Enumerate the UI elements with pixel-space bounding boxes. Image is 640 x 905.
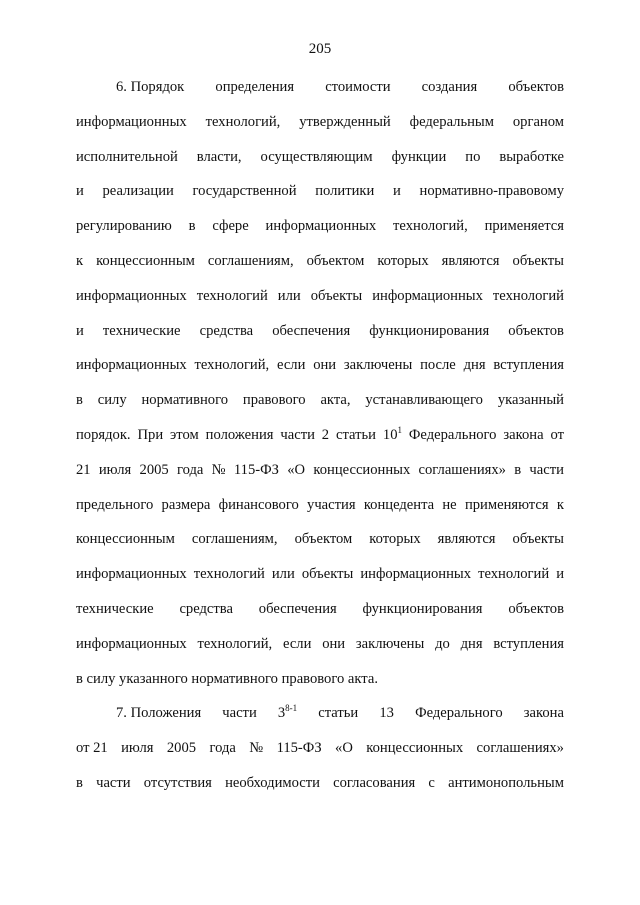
text-line [76,592,564,627]
word: органом [512,113,564,130]
word: части [96,774,131,791]
word: закона [523,705,564,722]
word: информационных [76,113,187,130]
word: до [435,635,450,652]
word: № [211,461,226,478]
word: нормативного [141,392,229,409]
word: $10^1$ [382,424,402,443]
word: объектом [306,252,365,269]
word: вступления [493,357,564,374]
page-number: 205 [308,41,332,57]
word: объекты [512,531,564,548]
word: не [442,496,457,513]
word: создания [421,79,478,95]
word: концедента [363,496,435,513]
word: к [76,252,84,269]
text-line [76,766,564,801]
word: соглашениях» [476,740,564,757]
word: июля [98,461,132,478]
word: объектом [294,531,353,548]
word: необходимости [225,774,320,791]
word: заключены [343,357,413,374]
word: нормативно-правовому [419,183,564,200]
word: информационных [76,566,187,583]
word: года [176,461,204,478]
word: части [222,705,257,722]
word: регулированию [76,218,172,235]
word: объектов [508,322,564,339]
word: технические [102,322,181,339]
word: года [209,740,236,757]
word: в силу указанного нормативного правового акта. [76,670,378,687]
word: которых [369,531,421,548]
word: объектов [508,79,564,95]
word: обеспечения [272,322,351,339]
text-line [76,662,564,697]
word: этом [170,426,199,443]
word: в [76,392,83,409]
text-line [76,209,564,244]
word: заключены [355,635,425,652]
word: устанавливающего [365,392,483,409]
word: части [529,461,564,478]
word: акта, [320,392,351,409]
word: 13 [379,705,394,722]
word: они [322,635,346,652]
text-line [76,383,564,418]
word: обеспечения [258,600,337,617]
word: определения [215,79,295,95]
word: дня [460,635,483,652]
word: в [188,218,196,235]
word: технологий [478,566,550,583]
word: объекты [512,252,564,269]
word: информационных [76,635,187,652]
text-line [76,70,564,105]
word: технологий, [393,218,468,235]
paragraph-item-6 [76,70,564,696]
word: функции [391,148,447,165]
word: информационных [76,357,187,374]
word: федеральным [409,113,494,130]
word: «О [287,461,306,478]
word: статьи [336,426,376,443]
word: от [550,426,564,443]
paragraph-item-7 [76,696,564,800]
word: средства [199,322,254,339]
text-line [76,174,564,209]
word: объекты [310,287,363,304]
word: объекты [301,566,354,583]
word: технические [76,600,154,617]
word: 21 [76,461,91,478]
word: осуществляющим [260,148,373,165]
word: размера [161,496,211,513]
text-line [76,105,564,140]
word: технологий [196,287,268,304]
word: концессионных [366,740,464,757]
word: концессионных [313,461,411,478]
text-line [76,279,564,314]
word: технологий, [197,635,273,652]
word: технологий, [194,357,270,374]
word: согласования [333,774,416,791]
word: применяются [464,496,549,513]
word: соглашениях» [418,461,506,478]
word: являются [441,252,500,269]
text-line [76,418,564,453]
word: или [271,566,295,583]
document-body [76,70,564,801]
text-line [76,696,564,731]
word: технологий [193,566,265,583]
word: информационных [76,287,187,304]
word: они [313,357,337,374]
word: или [277,287,301,304]
superscript: 8-1 [285,703,298,714]
word: от 21 [76,740,108,757]
word: концессионным [76,531,175,548]
word: Федерального [408,426,497,443]
word: финансового [218,496,299,513]
text-line [76,731,564,766]
word: 115-ФЗ [233,461,279,478]
word: информационных [360,566,472,583]
word: отсутствия [143,774,212,791]
word: утвержденный [299,113,391,130]
word: которых [377,252,429,269]
word: дня [463,357,486,374]
word: и [76,183,84,200]
text-line [76,627,564,662]
word: закона [503,426,544,443]
word: политики [315,183,375,200]
text-line [76,488,564,523]
word: указанный [497,392,564,409]
word: участия [307,496,356,513]
word: 3$^{8-1}$ [277,703,298,722]
word: «О [335,740,353,757]
word: с [428,774,435,791]
word: выработке [499,148,564,165]
word: функционирования [362,600,483,617]
word: в [76,774,83,791]
word: являются [437,531,496,548]
word: июля [121,740,154,757]
word: части [280,426,315,443]
word: Федерального [415,705,503,722]
word: силу [97,392,127,409]
text-line [76,522,564,557]
word: средства [179,600,233,617]
word: после [420,357,456,374]
text-line [76,140,564,175]
word: соглашениям, [191,531,278,548]
word: исполнительной [76,148,178,165]
word: положения [205,426,274,443]
word: 6. Порядок [116,79,185,95]
word: 115-ФЗ [276,740,322,757]
word: власти, [196,148,242,165]
word: 2 [321,426,330,443]
word: сфере [212,218,249,235]
word: технологий [492,287,564,304]
superscript: 1 [397,424,402,435]
word: в [514,461,522,478]
word: правового [242,392,306,409]
text-line [76,557,564,592]
word: если [282,635,312,652]
word: порядок. [76,426,131,443]
word: и [556,566,564,583]
word: реализации [102,183,174,200]
word: объектов [508,600,564,617]
word: статьи [318,705,359,722]
word: применяется [484,218,564,235]
word: соглашениям, [207,252,294,269]
text-line [76,314,564,349]
word: государственной [192,183,297,200]
word: № [249,740,264,757]
text-line [76,244,564,279]
word: 2005 [139,461,169,478]
word: концессионным [96,252,195,269]
word: по [465,148,481,165]
word: технологий, [205,113,281,130]
word: функционирования [369,322,490,339]
word: информационных [372,287,483,304]
text-line [76,453,564,488]
word: 2005 [166,740,197,757]
text-line [76,348,564,383]
word: стоимости [325,79,391,95]
word: При [137,426,164,443]
word: 7. Положения [116,705,202,722]
word: предельного [76,496,154,513]
word: к [556,496,564,513]
word: и [76,322,84,339]
word: если [276,357,306,374]
word: антимонопольным [448,774,564,791]
word: информационных [265,218,377,235]
word: вступления [493,635,564,652]
word: и [393,183,401,200]
